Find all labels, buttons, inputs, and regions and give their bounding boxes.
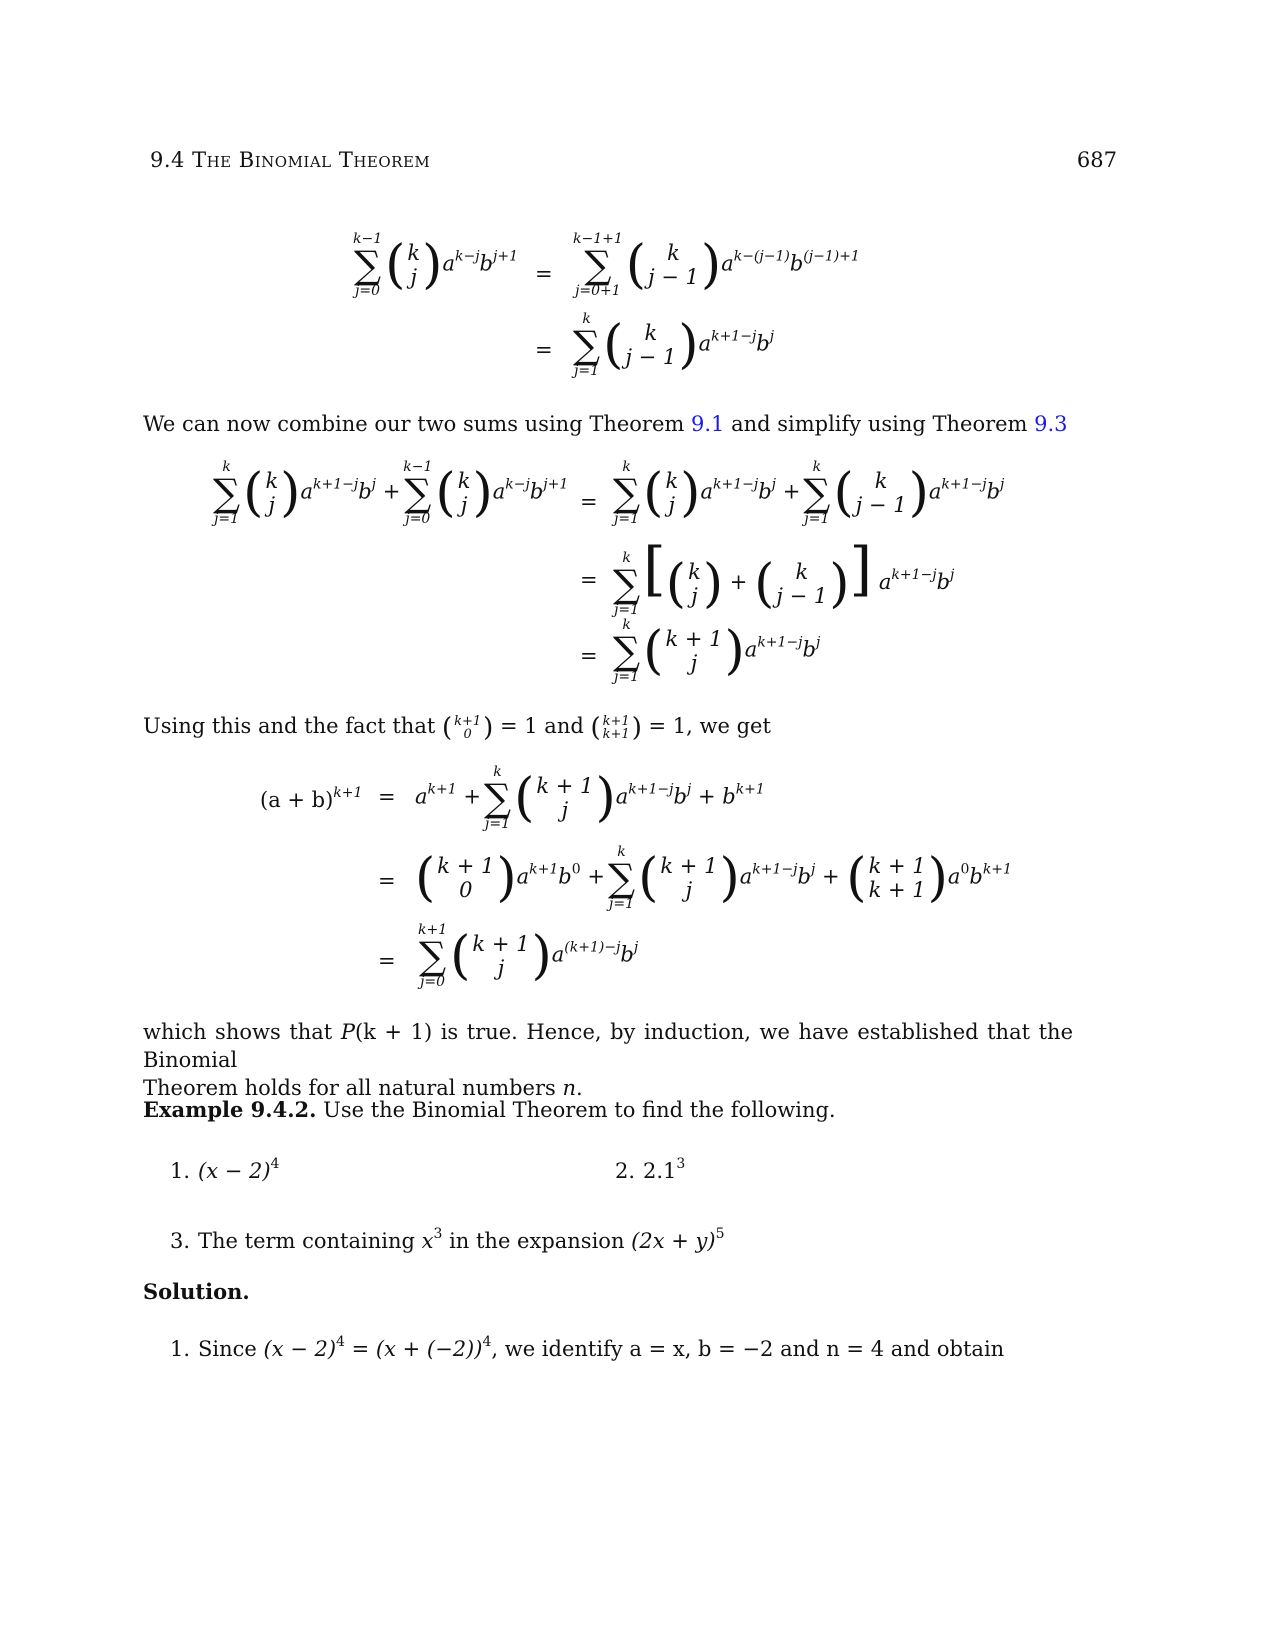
binomial-coefficient: ( k+1 k+1 )	[590, 712, 642, 743]
example-heading: Example 9.4.2. Use the Binomial Theorem to find the following.	[143, 1097, 836, 1122]
equation-block-1	[350, 232, 950, 392]
conclusion-line-1: which shows that P(k + 1) is true. Hence, by induction, we have established that the Binomial	[143, 1020, 1073, 1072]
eq3-rhs-2: ( k + 1 0 ) $a^{k+1}b^0$ + k ∑ j=1 ( k + 1 j ) $a^{k+1-j}b^j$ + ( k + 1 k + 1 ) $a^0b^{k+1}$	[415, 844, 1012, 912]
eq1-lhs: k−1 ∑ j=0 ( k j ) $a^{k-j}b^{j+1}$	[353, 231, 518, 299]
example-item-3: 3. The term containing $x^3$ in the expansion $(2x + y)^5$	[170, 1226, 725, 1253]
eq2-lhs: k ∑ j=1 ( k j ) $a^{k+1-j}b^j$ + k−1 ∑ j=0 ( k j ) $a^{k-j}b^{j+1}$	[213, 459, 569, 527]
equals-sign: =	[580, 490, 598, 514]
equals-sign: =	[535, 338, 553, 362]
example-item-2: 2. $2.1^3$	[615, 1156, 686, 1183]
eq1-rhs-2: k ∑ j=1 ( k j − 1 ) $a^{k+1-j}b^j$	[573, 311, 775, 379]
eq2-rhs-2: k ∑ j=1 [ ( k j ) + ( k j − 1 ) ] $a^{k+1-j}b^j$	[613, 535, 955, 618]
binomial-coefficient: ( k j )	[385, 235, 443, 295]
equals-sign: =	[378, 949, 396, 973]
equals-sign: =	[535, 262, 553, 286]
eq2-rhs-3: k ∑ j=1 ( k + 1 j ) $a^{k+1-j}b^j$	[613, 617, 821, 685]
conclusion-line-2: Theorem holds for all natural numbers n.	[143, 1076, 583, 1100]
paragraph-conclusion	[143, 1018, 1073, 1102]
running-header: 9.4 The Binomial Theorem	[150, 148, 431, 172]
theorem-link-9-1[interactable]: 9.1	[690, 412, 725, 436]
paragraph-combine-sums: We can now combine our two sums using Theorem 9.1 and simplify using Theorem 9.3	[143, 412, 1068, 436]
equals-sign: =	[378, 869, 396, 893]
solution-item-1: 1. Since $(x - 2)^4 = (x + (-2))^4$, we identify a = x, b = −2 and n = 4 and obtain	[170, 1334, 1005, 1361]
eq1-rhs-1: k−1+1 ∑ j=0+1 ( k j − 1 ) $a^{k-(j-1)}b^{(j-1)+1}$	[573, 231, 860, 299]
theorem-link-9-3[interactable]: 9.3	[1034, 412, 1068, 436]
example-label: Example 9.4.2.	[143, 1097, 317, 1122]
paragraph-using-fact: Using this and the fact that ( k+1 0 ) = 1 and ( k+1 k+1 ) = 1, we get	[143, 712, 771, 743]
eq3-rhs-3: k+1 ∑ j=0 ( k + 1 j ) $a^{(k+1)-j}b^j$	[418, 922, 639, 990]
eq2-rhs-1: k ∑ j=1 ( k j ) $a^{k+1-j}b^j$ + k ∑ j=1 ( k j − 1 ) $a^{k+1-j}b^j$	[613, 459, 1005, 527]
equation-block-2	[210, 460, 1030, 700]
eq3-lhs: $(a + b)^{k+1}$	[260, 785, 363, 812]
page-number: 687	[1076, 148, 1117, 172]
equals-sign: =	[378, 785, 396, 809]
solution-label: Solution.	[143, 1279, 250, 1304]
equals-sign: =	[580, 644, 598, 668]
binomial-coefficient: ( k+1 0 )	[441, 712, 494, 743]
equation-block-3	[260, 764, 1012, 1005]
sum-symbol: k−1 ∑ j=0	[353, 231, 383, 299]
equals-sign: =	[580, 568, 598, 592]
example-item-1: 1. $(x - 2)^4$	[170, 1156, 280, 1183]
eq3-rhs-1: $a^{k+1}$ + k ∑ j=1 ( k + 1 j ) $a^{k+1-j}b^j + b^{k+1}$	[415, 764, 765, 832]
